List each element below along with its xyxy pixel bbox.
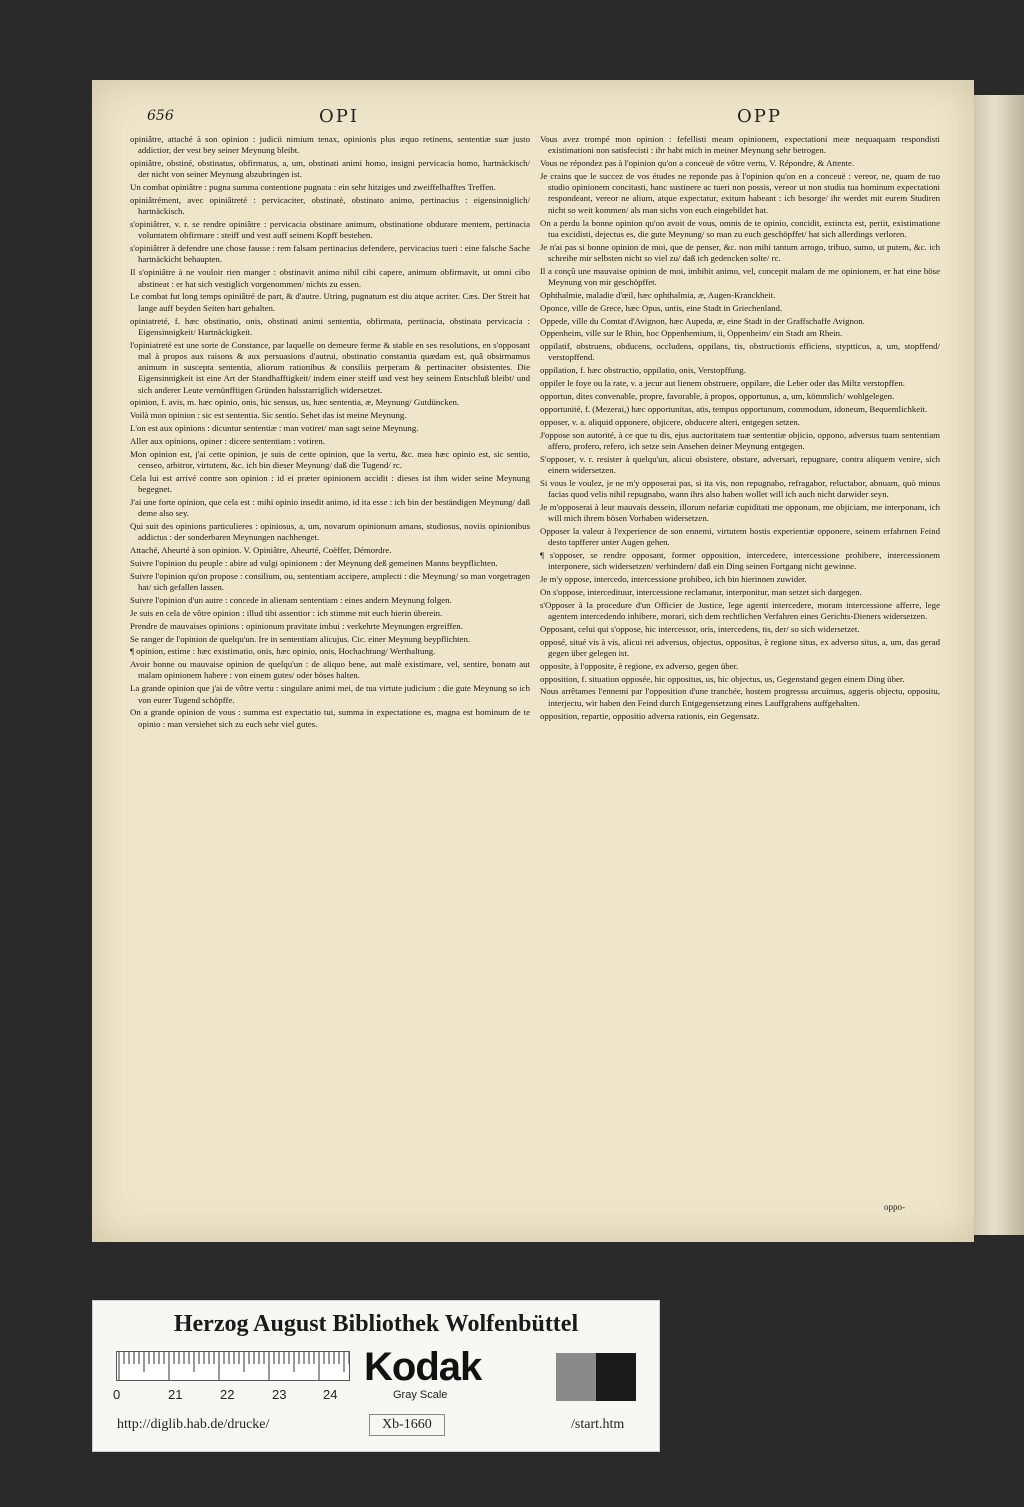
dictionary-entry: Oppede, ville du Comtat d'Avignon, hæc Aupeda, æ, eine Stadt in der Graffschaffe Avignon. bbox=[540, 315, 865, 326]
kodak-logo: Kodak bbox=[364, 1345, 482, 1389]
dictionary-entry: J'oppose son autorité, à ce que tu dis, ejus auctoritatem tuæ sententiæ objicio, oppono, adversus tuam sententiam affero, profero, refero, ich setze sein Ansehen deiner Meynung entgegen. bbox=[540, 429, 940, 451]
dictionary-entry: Opposant, celui qui s'oppose, hic intercessor, oris, intercedens, tis, der/ so sich widersetzet. bbox=[540, 623, 860, 634]
dictionary-entry: J'ai une forte opinion, que cela est : mihi opinio insedit animo, id ita esse : ich bin der beständigen Meynung/ daß deme also sey. bbox=[130, 497, 530, 519]
dictionary-entry: Suivre l'opinion d'un autre : concede in alienam sententiam : eines andern Meynung folgen. bbox=[130, 594, 452, 605]
dictionary-entry: Vous avez trompé mon opinion : fefellisti meam opinionem, expectationi meæ nequaquam respondisti existimationi non satisfecisti : ihr habt mich in meiner Meynung sehr betrogen. bbox=[540, 134, 940, 156]
dictionary-entry: On a perdu la bonne opinion qu'on avoit de vous, omnis de te opinio, concidit, extincta est, periit, existimatione tua excidisti, dejectus es, die gute Meynung/ so man zu euch geschöpffet/ hat sich allerdings verloren. bbox=[540, 217, 940, 239]
gray-swatch-dark bbox=[596, 1353, 636, 1401]
dictionary-entry: Vous ne répondez pas à l'opinion qu'on a conceuë de vôtre vertu, V. Répondre, & Attente. bbox=[540, 158, 855, 169]
dictionary-entry: Suivre l'opinion du peuple : abire ad vulgi opinionem : der Meynung deß gemeinen Manns beypflichten. bbox=[130, 558, 498, 569]
dictionary-entry: l'opiniatreté est une sorte de Constance, par laquelle on demeure ferme & stable en ses resolutions, en s'opposant mal à propos aux raisons & aux persuasions d'autrui, obstinatio constantia quædam est, quâ obsirmamus animum in suscepta sententia, aliorum rationibus & consiliis perperam & pertinaciter obsistentes. Die Eigensinnigkeit ist eine Art der Standhafftigkeit/ indem einer steiff und vest bey seinem Entschluß bleibt/ und sich anderer Leute vernünfftigen Gründen halsstarriglich widersetzet. bbox=[130, 339, 530, 395]
dictionary-entry: opiniâtre, attaché à son opinion : judicii nimium tenax, opinionis plus æquo retinens, sententiæ suæ justo addictior, der vest bey seiner Meynung bleibt. bbox=[130, 134, 530, 156]
dictionary-entry: opposite, à l'opposite, è regione, ex adverso, gegen über. bbox=[540, 660, 739, 671]
dictionary-entry: opiniâtre, obstiné, obstinatus, obfirmatus, a, um, obstinati animi homo, insigni pervicacia homo, hartnäckisch/ der nicht von seiner Meynung abzubringen ist. bbox=[130, 158, 530, 180]
dictionary-entry: Il a conçû une mauvaise opinion de moi, imbibit animo, vel, concepit malam de me opinionem, er hat eine böse Meynung von mir geschöpffet. bbox=[540, 265, 940, 287]
dictionary-entry: oppilatif, obstruens, obducens, occludens, oppilans, tis, obstructionis efficiens, styptticus, a, um, stopffend/ verstopffend. bbox=[540, 341, 940, 363]
dictionary-entry: Suivre l'opinion qu'on propose : consilium, ou, sententiam accipere, amplecti : die Meynung/ so man vorgetragen hat/ sich gefallen lassen. bbox=[130, 570, 530, 593]
url-right: /start.htm bbox=[571, 1417, 625, 1432]
dictionary-entry: opposé, situé vis à vis, alicui rei adversus, objectus, oppositus, è regione situs, ex adverso situs, a, um, das gerad gegen über gelegen ist. bbox=[540, 636, 940, 658]
dictionary-entry: Je crains que le succez de vos études ne reponde pas à l'opinion qu'on en a conceuë : vereor, ne, quam de tuo studio opinionem concitasti, hanc sustinere ac tueri non possis, vereor ut non studia tua hominum expectationi respondeant, vereor ne alium, atque expectatur, exitum habeant : ich besorge/ ihr werdet mit eurem Studiren nicht so weit kommen/ als man sichs von euch eingebildet hat. bbox=[540, 170, 940, 215]
dictionary-entry: s'opiniâtrer à defendre une chose fausse : rem falsam pertinacius defendere, pervicacius tueri : eine falsche Sache hartnäckicht behaupten. bbox=[130, 243, 530, 265]
dictionary-entry: Je n'ai pas si bonne opinion de moi, que de penser, &c. non mihi tantum arrogo, tribuo, sumo, ut putem, &c. ich schreibe mir selbsten nicht so viel zu/ daß ich gedencken solte/ rc. bbox=[540, 241, 940, 263]
dictionary-entry: Mon opinion est, j'ai cette opinion, je suis de cette opinion, que la vertu, &c. mea hæc opinio est, sic sentio, censeo, arbitror, virtutem, &c. ich bin dieser Meynung/ daß die Tugend/ rc. bbox=[130, 448, 530, 471]
dictionary-entry: On a grande opinion de vous : summa est expectatio tui, summa in expectatione es, magna est hominum de te opinio : man versiehet sich zu euch sehr viel gutes. bbox=[130, 707, 530, 729]
ruler-scale bbox=[116, 1351, 350, 1381]
gray-scale-label: Gray Scale bbox=[393, 1389, 448, 1401]
dictionary-entry: On s'oppose, intercedituur, intercessione reclamatur, interponitur, man setzet sich dargegen. bbox=[540, 586, 862, 597]
dictionary-entry: opinion, f. avis, m. hæc opinio, onis, hic sensus, us, hæc sententia, æ, Meynung/ Gutdüncken. bbox=[130, 397, 460, 408]
dictionary-entry: ¶ opinion, estime : hæc existimatio, onis, hæc opinio, onis, Hochachtung/ Werthaltung. bbox=[130, 646, 436, 657]
running-head-left: OPI bbox=[319, 106, 359, 127]
dictionary-entry: ¶ s'opposer, se rendre opposant, former opposition, intercedere, intercessione prohibere, intercessionem interponere, sich widersetzen/ verhindern/ daß ein Ding seinen Fortgang nicht gewinne. bbox=[540, 549, 940, 572]
dictionary-entry: opportun, dites convenable, propre, favorable, à propos, opportunus, a, um, kömmlich/ wohlgelegen. bbox=[540, 390, 895, 401]
dictionary-entry: opportunité, f. (Mezerai,) hæc opportunitas, atis, tempus opportunum, commodum, idoneum, Bequemlichkeit. bbox=[540, 403, 928, 414]
dictionary-entry: Si vous le voulez, je ne m'y opposerai pas, si ita vis, non repugnabo, refragabor, reluctabor, abnuam, quò minus facias quod velis nihil repugnabo, wann ihrs also haben wollet will ich auch nicht darwider seyn. bbox=[540, 477, 940, 499]
page-header bbox=[92, 106, 974, 130]
url-left: http://diglib.hab.de/drucke/ bbox=[117, 1417, 270, 1432]
dictionary-entry: Prendre de mauvaises opinions : opinionum pravitate imbui : verkehrte Meynungen ergreiffen. bbox=[130, 620, 463, 631]
dictionary-entry: Oponce, ville de Grece, hæc Opus, untis, eine Stadt in Griechenland. bbox=[540, 302, 783, 313]
dictionary-entry: Le combat fut long temps opiniâtré de part, & d'autre. Utring, pugnatum est diu atque acriter. Cæs. Der Streit hat lange auff beyden Seiten hart gehalten. bbox=[130, 291, 530, 313]
ruler-label: 24 bbox=[323, 1387, 338, 1402]
binding-gutter bbox=[974, 95, 1024, 1235]
card-footer bbox=[93, 1411, 659, 1441]
dictionary-entry: Je m'y oppose, intercedo, intercessione prohibeo, ich bin hierinnen zuwider. bbox=[540, 574, 807, 585]
dictionary-entry: Il s'opiniâtre à ne vouloir rien manger : obstinavit animo nihil cibi capere, animum obfirmavit, ut omni cibo abstineat : er hat sich vestiglich vorgenommen/ nichts zu essen. bbox=[130, 267, 530, 289]
dictionary-entry: Je suis en cela de vôtre opinion : illud tibi assentior : ich stimme mit euch hierin überein. bbox=[130, 607, 443, 618]
left-column bbox=[130, 134, 530, 1214]
dictionary-entry: L'on est aux opinions : dicuntur sententiæ : man votiret/ man sagt seine Meynung. bbox=[130, 423, 419, 434]
dictionary-entry: Voilà mon opinion : sic est sententia. Sic sentio. Sehet das ist meine Meynung. bbox=[130, 410, 407, 421]
ruler-labels bbox=[113, 1387, 363, 1401]
dictionary-entry: opposition, f. situation opposée, hic oppositus, us, hic objectus, us, Gegenstand gegen einem Ding über. bbox=[540, 673, 905, 684]
dictionary-entry: La grande opinion que j'ai de vôtre vertu : singulare animi mei, de tua virtute judicium : die gute Meynung so ich von eurer Tugend schöpffe. bbox=[130, 683, 530, 705]
dictionary-entry: s'opiniâtrer, v. r. se rendre opiniâtre : pervicacia obstinare animum, obstinatione obdurare mentem, pertinacia voluntatem obfirmare : steiff und vest auff seinem Kopff bestehen. bbox=[130, 219, 530, 241]
ruler-label: 0 bbox=[113, 1387, 121, 1402]
dictionary-entry: Cela lui est arrivé contre son opinion : id ei præter opinionem accidit : dieses ist ihm wider seine Meynung begegnet. bbox=[130, 472, 530, 495]
dictionary-entry: Nous arrêtames l'ennemi par l'opposition d'une tranchée, hostem progressu arcuimus, aggeris objectu, oppositu, interjectu, wir haben den Feind durch Entgegensetzung eines Lauffgrabens auffgehalten. bbox=[540, 686, 940, 708]
shelfmark: Xb-1660 bbox=[369, 1414, 445, 1436]
dictionary-entry: oppilation, f. hæc obstructio, oppilatio, onis, Verstopffung. bbox=[540, 365, 746, 376]
dictionary-entry: Se ranger de l'opinion de quelqu'un. Ire in sententiam alicujus. Cic. einer Meynung beypflichten. bbox=[130, 633, 471, 644]
right-column bbox=[540, 134, 940, 1214]
dictionary-entry: oppiler le foye ou la rate, v. a jecur aut lienem obstruere, oppilare, die Leber oder das Miltz verstopffen. bbox=[540, 378, 905, 389]
ruler-label: 23 bbox=[272, 1387, 287, 1402]
dictionary-entry: opposer, v. a. aliquid opponere, objicere, obducere alteri, entgegen setzen. bbox=[540, 416, 800, 427]
dictionary-entry: Opposer la valeur à l'experience de son ennemi, virtutem hostis experientiæ opponere, seinem erfahrnen Feind desto tapfferer unter Augen gehen. bbox=[540, 525, 940, 548]
gray-swatch-mid bbox=[556, 1353, 596, 1401]
dictionary-entry: Un combat opiniâtre : pugna summa contentione pugnata : ein sehr hitziges und zweiffelhafftes Treffen. bbox=[130, 182, 496, 193]
dictionary-entry: Avoir bonne ou mauvaise opinion de quelqu'un : de aliquo bene, aut malè existimare, vel, sentire, bonam aut malam opinionem habere : von einem gutes/ oder böses halten. bbox=[130, 659, 530, 681]
dictionary-entry: opiniâtrément, avec opiniâtreté : pervicaciter, obstinatè, obstinato animo, pertinacius : eigensinniglich/ hartnäckisch. bbox=[130, 195, 530, 217]
dictionary-page bbox=[92, 80, 974, 1242]
dictionary-entry: s'Opposer à la procedure d'un Officier de Justice, lege agenti intercedere, moram intercessione afferre, lege agentem intercedendo inhibere, morari, sich dem rechtlichen Verfahren eines Gerichts-Dieners widersetzen. bbox=[540, 599, 940, 621]
dictionary-entry: S'opposer, v. r. resister à quelqu'un, alicui obsistere, obstare, adversari, repugnare, contra aliquem venire, sich einem widersetzen. bbox=[540, 453, 940, 475]
ruler-label: 22 bbox=[220, 1387, 235, 1402]
running-head-right: OPP bbox=[737, 106, 782, 127]
dictionary-entry: Ophthalmie, maladie d'œil, hæc ophthalmia, æ, Augen-Kranckheit. bbox=[540, 289, 776, 300]
dictionary-entry: Je m'opposerai à leur mauvais dessein, illorum nefariæ cupiditati me opponam, me objiciam, me interponam, ich will mich ihrem bösen Vorhaben widersetzen. bbox=[540, 501, 940, 524]
dictionary-entry: Attaché, Aheurté à son opinion. V. Opiniâtre, Aheurté, Coëffer, Démordre. bbox=[130, 545, 392, 556]
dictionary-entry: opposition, repartie, oppositio adversa rationis, ein Gegensatz. bbox=[540, 710, 760, 721]
page-number: 656 bbox=[147, 108, 174, 124]
ruler-label: 21 bbox=[168, 1387, 183, 1402]
dictionary-entry: Oppenheim, ville sur le Rhin, hoc Oppenhemium, ii, Oppenheim/ ein Stadt am Rhein. bbox=[540, 328, 843, 339]
dictionary-entry: Qui suit des opinions particulieres : opiniosus, a, um, novarum opinionum amans, studiosus, noviis opinionibus addictus : der sonderbaren Meynungen nachhenget. bbox=[130, 521, 530, 543]
dictionary-entry: opiniatreté, f. hæc obstinatio, onis, obstinati animi sententia, obfirmata, pertinacia, obstinata pervicacia : Eigensinnigkeit/ Hartnäckigkeit. bbox=[130, 315, 530, 337]
library-color-card bbox=[92, 1300, 660, 1452]
card-title: Herzog August Bibliothek Wolfenbüttel bbox=[173, 1311, 579, 1337]
catchword: oppo- bbox=[884, 1202, 905, 1212]
dictionary-entry: Aller aux opinions, opiner : dicere sententiam : votiren. bbox=[130, 435, 325, 446]
